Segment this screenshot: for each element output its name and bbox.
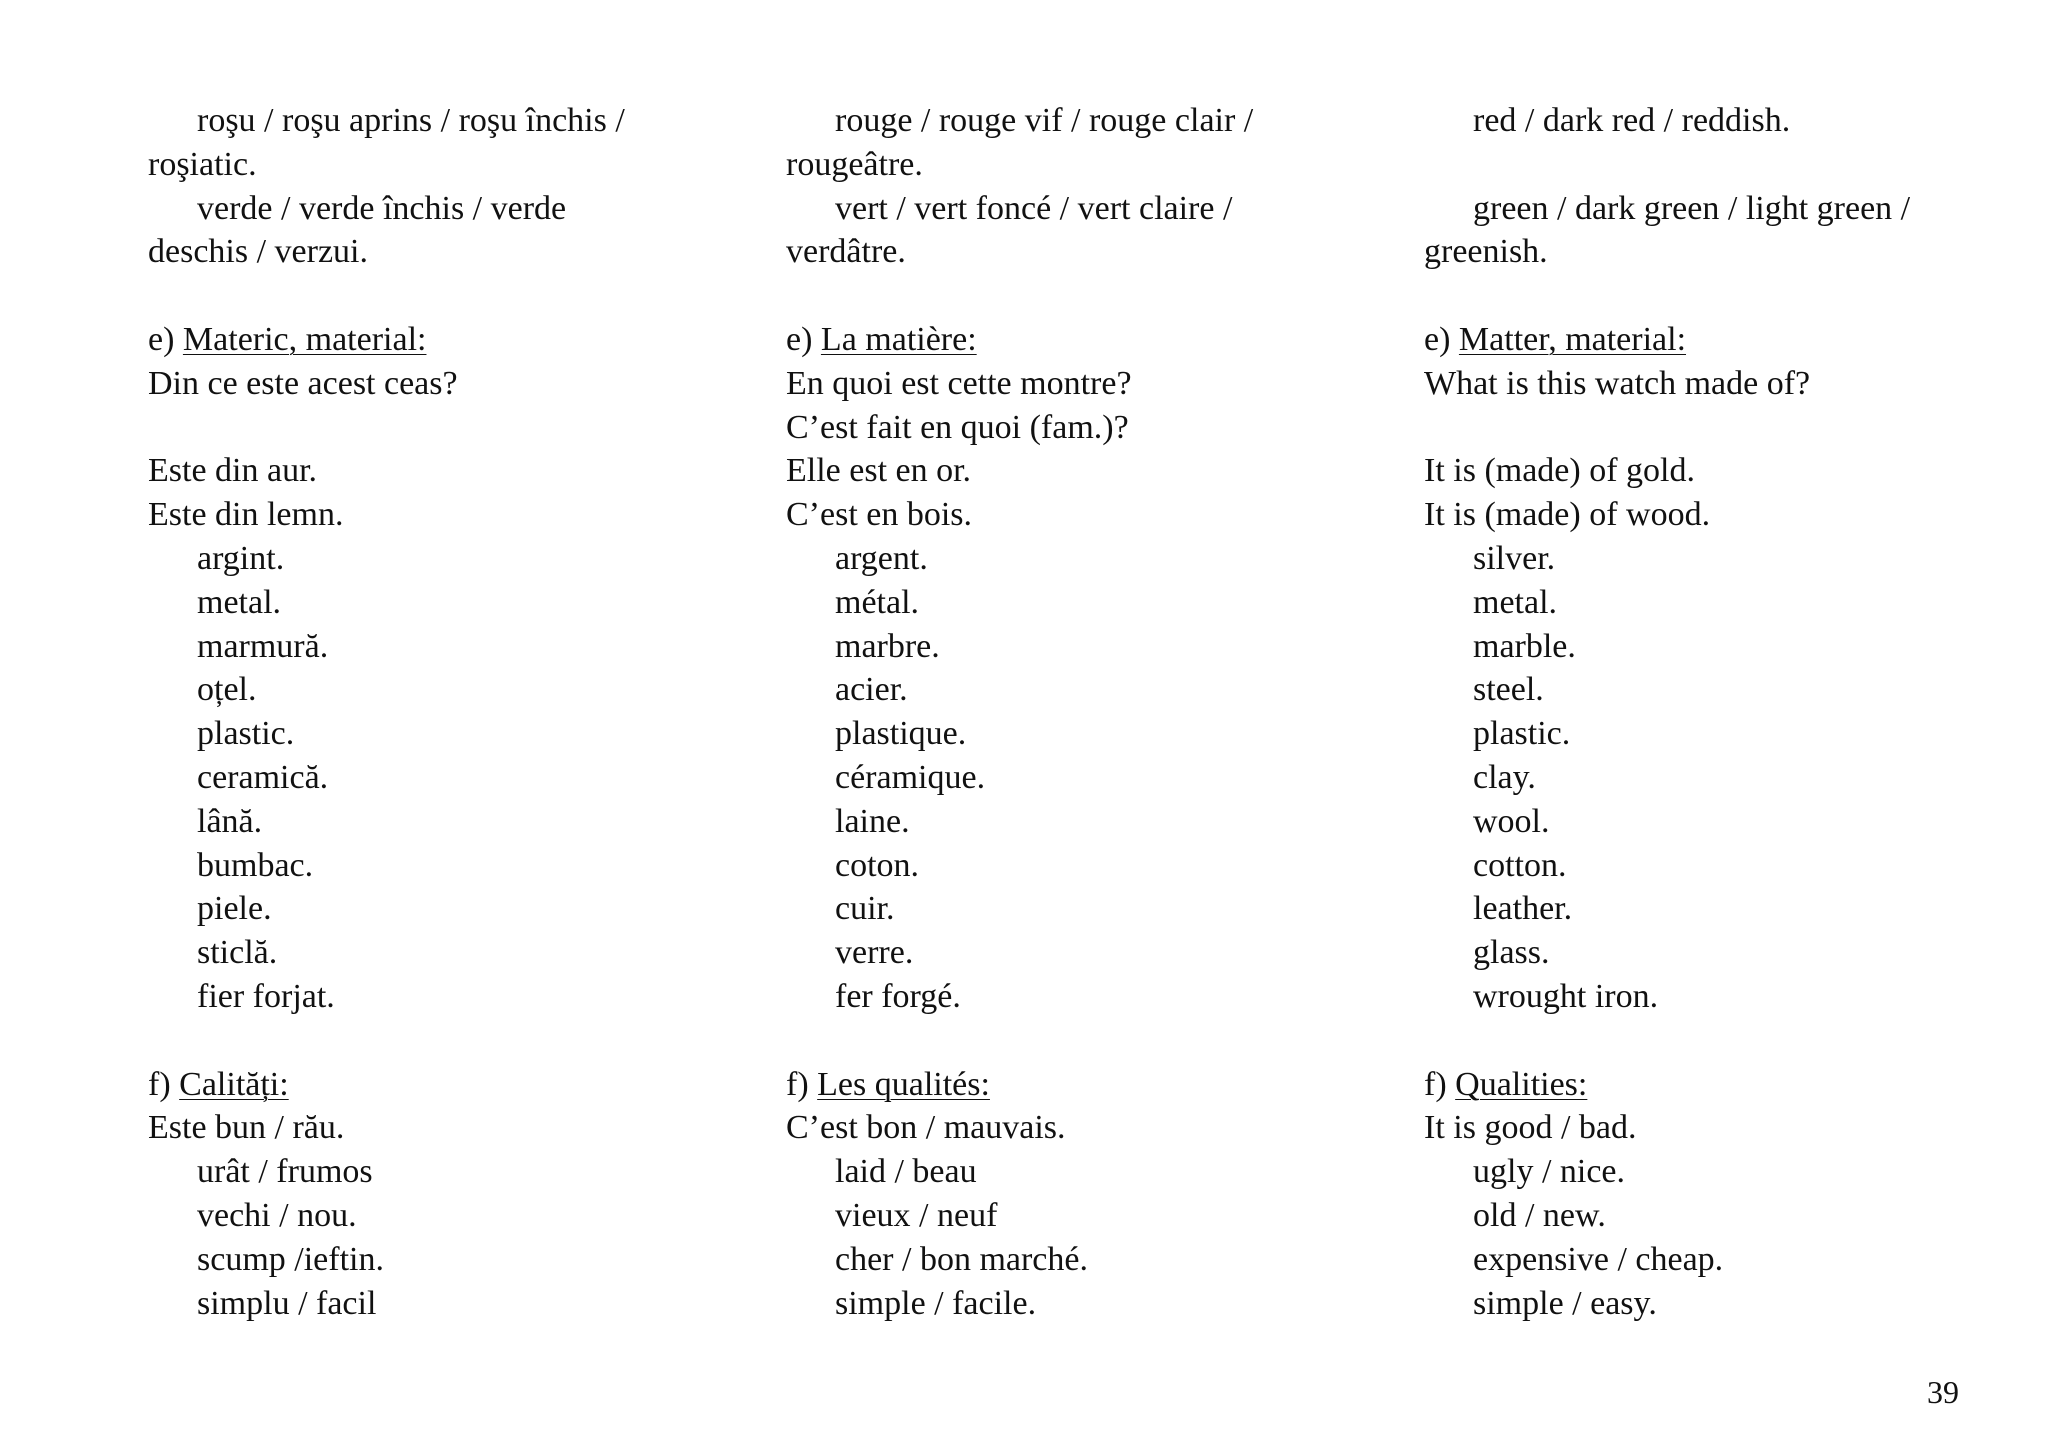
text-line: rougeâtre.: [786, 145, 923, 183]
vocab-item: vechi / nou.: [197, 1196, 357, 1234]
vocab-item: roşu / roşu aprins / roşu închis /: [197, 102, 625, 139]
vocab-item: rouge / rouge vif / rouge clair /: [835, 102, 1254, 139]
vocab-item: simple / easy.: [1473, 1284, 1657, 1322]
vocab-item: sticlă.: [197, 934, 278, 972]
text-line: It is good / bad.: [1424, 1109, 1637, 1147]
text-line: Elle est en or.: [786, 452, 972, 490]
section-title: Materic, material:: [182, 320, 427, 358]
blank-line: [786, 274, 1346, 318]
text-line: En quoi est cette montre?: [786, 364, 1132, 402]
vocab-item: urât / frumos: [197, 1153, 373, 1191]
text-line: Din ce este acest ceas?: [148, 364, 458, 402]
section-heading: [786, 318, 1346, 362]
text-line: verdâtre.: [786, 233, 906, 271]
blank-line: [148, 406, 708, 450]
text-line: It is (made) of gold.: [1424, 452, 1695, 490]
vocab-item: laid / beau: [835, 1153, 977, 1191]
vocab-item: verde / verde închis / verde: [197, 189, 567, 227]
vocab-item: cher / bon marché.: [835, 1240, 1088, 1278]
blank-line: [148, 1019, 708, 1063]
section-letter: e): [786, 320, 821, 358]
column-french: [786, 99, 1346, 1325]
section-heading: [786, 1063, 1346, 1107]
vocab-item: oțel.: [197, 671, 257, 709]
blank-line: [1424, 274, 1984, 318]
section-heading: [1424, 318, 1984, 362]
page-number: 39: [1927, 1374, 1959, 1410]
vocab-item: simple / facile.: [835, 1284, 1037, 1322]
section-title: La matière:: [820, 320, 977, 358]
vocab-item: cotton.: [1473, 846, 1567, 884]
section-title: Matter, material:: [1458, 320, 1687, 358]
vocab-item: simplu / facil: [197, 1284, 377, 1322]
vocab-item: marbre.: [835, 627, 940, 665]
vocab-item: marble.: [1473, 627, 1576, 665]
text-line: What is this watch made of?: [1424, 364, 1811, 402]
vocab-item: vert / vert foncé / vert claire /: [835, 189, 1233, 227]
vocab-item: coton.: [835, 846, 920, 884]
vocab-item: fier forjat.: [197, 977, 335, 1015]
blank-line: [1424, 143, 1984, 187]
text-line: Este bun / rău.: [148, 1109, 345, 1147]
section-title: Les qualités:: [817, 1065, 990, 1103]
vocab-item: lână.: [197, 802, 263, 840]
section-letter: e): [1424, 320, 1459, 358]
vocab-item: céramique.: [835, 758, 986, 796]
blank-line: [1424, 406, 1984, 450]
vocab-item: expensive / cheap.: [1473, 1240, 1724, 1278]
vocab-item: glass.: [1473, 934, 1550, 972]
section-title: Qualities:: [1455, 1065, 1588, 1103]
vocab-item: metal.: [1473, 583, 1558, 621]
vocab-item: cuir.: [835, 890, 895, 928]
vocab-item: argint.: [197, 539, 285, 577]
text-line: C’est en bois.: [786, 496, 973, 534]
vocab-item: silver.: [1473, 539, 1556, 577]
text-line: greenish.: [1424, 233, 1548, 271]
vocab-item: red / dark red / reddish.: [1473, 102, 1791, 139]
vocab-item: plastic.: [197, 715, 295, 753]
section-heading: [148, 1063, 708, 1107]
section-letter: e): [148, 320, 183, 358]
vocab-item: ceramică.: [197, 758, 329, 796]
vocab-item: ugly / nice.: [1473, 1153, 1626, 1191]
vocab-item: piele.: [197, 890, 272, 928]
vocab-item: plastique.: [835, 715, 967, 753]
vocab-item: métal.: [835, 583, 920, 621]
vocab-item: green / dark green / light green /: [1473, 189, 1911, 227]
vocab-item: plastic.: [1473, 715, 1571, 753]
vocab-item: steel.: [1473, 671, 1544, 709]
vocab-item: laine.: [835, 802, 910, 840]
vocab-item: scump /ieftin.: [197, 1240, 384, 1278]
vocab-item: clay.: [1473, 758, 1536, 796]
vocab-item: marmură.: [197, 627, 329, 665]
vocab-item: metal.: [197, 583, 282, 621]
vocab-item: wrought iron.: [1473, 977, 1659, 1015]
section-letter: f): [148, 1065, 180, 1103]
vocab-item: acier.: [835, 671, 908, 709]
text-line: C’est fait en quoi (fam.)?: [786, 408, 1129, 446]
text-line: It is (made) of wood.: [1424, 496, 1711, 534]
vocab-item: wool.: [1473, 802, 1550, 840]
section-heading: [148, 318, 708, 362]
vocab-item: verre.: [835, 934, 914, 972]
vocab-item: fer forgé.: [835, 977, 961, 1015]
vocab-item: leather.: [1473, 890, 1573, 928]
vocab-item: argent.: [835, 539, 928, 577]
section-letter: f): [786, 1065, 818, 1103]
text-line: C’est bon / mauvais.: [786, 1109, 1066, 1147]
column-english: [1424, 99, 1984, 1325]
vocab-item: old / new.: [1473, 1196, 1606, 1234]
section-heading: [1424, 1063, 1984, 1107]
text-line: roşiatic.: [148, 145, 257, 183]
text-line: Este din aur.: [148, 452, 318, 490]
blank-line: [1424, 1019, 1984, 1063]
blank-line: [148, 274, 708, 318]
column-romanian: [148, 99, 708, 1325]
vocab-item: bumbac.: [197, 846, 314, 884]
text-line: Este din lemn.: [148, 496, 344, 534]
text-line: deschis / verzui.: [148, 233, 368, 271]
blank-line: [786, 1019, 1346, 1063]
section-letter: f): [1424, 1065, 1456, 1103]
section-title: Calități:: [179, 1065, 289, 1103]
vocab-item: vieux / neuf: [835, 1196, 998, 1234]
